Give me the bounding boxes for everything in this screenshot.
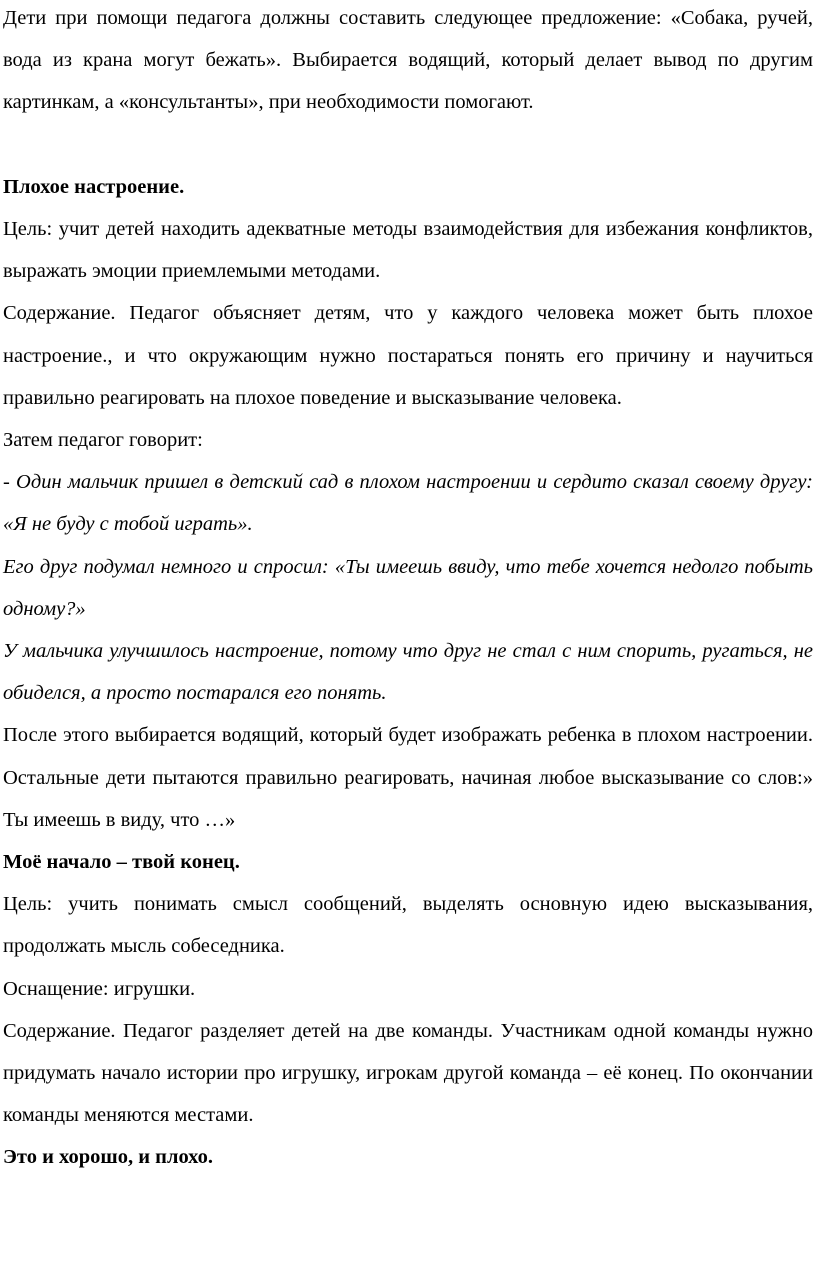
equipment-paragraph: Оснащение: игрушки. [3,977,196,1000]
then-teacher-says: Затем педагог говорит: [3,429,203,452]
story-quote-3: У мальчика улучшилось настроение, потому что друг не стал с ним спорить, ругаться, не обиделся, а просто постарался его понять. [3,640,813,705]
blank-line [3,124,813,166]
story-quote-2: Его друг подумал немного и спросил: «Ты имеешь ввиду, что тебе хочется недолго побыть одному?» [3,555,813,620]
story-quote-1 [3,461,813,545]
content-paragraph: Содержание. Педагог объясняет детям, что у каждого человека может быть плохое настроение., и что окружающим нужно постараться понять его причину и научиться правильно реагировать на плохое поведение и высказывание человека. [3,302,813,409]
intro-paragraph: Дети при помощи педагога должны составить следующее предложение: «Собака, ручей, вода из крана могут бежать». Выбирается водящий, который делает вывод по другим картинкам, а «консультанты», при необходимости помогают. [3,7,813,114]
goal-paragraph: Цель: учит детей находить адекватные методы взаимодействия для избежания конфликтов, выражать эмоции приемлемыми методами. [3,218,813,283]
dash-marker: - [3,471,17,494]
goal-paragraph-2: Цель: учить понимать смысл сообщений, выделять основную идею высказывания, продолжать мысль собеседника. [3,893,813,958]
section-title-bad-mood: Плохое настроение. [3,175,185,198]
story-quote-1-text: Один мальчик пришел в детский сад в плохом настроении и сердито сказал своему другу: «Я не буду с тобой играть». [3,471,813,536]
content-paragraph-2: Содержание. Педагог разделяет детей на две команды. Участникам одной команды нужно придумать начало истории про игрушку, игрокам другой команда – её конец. По окончании команды меняются местами. [3,1019,813,1127]
section-title-good-and-bad: Это и хорошо, и плохо. [3,1146,214,1169]
after-paragraph: После этого выбирается водящий, который будет изображать ребенка в плохом настроении. Остальные дети пытаются правильно реагировать, начиная любое высказывание со слов:» Ты имеешь в виду, что …» [3,724,813,831]
section-title-my-beginning: Моё начало – твой конец. [3,851,240,874]
